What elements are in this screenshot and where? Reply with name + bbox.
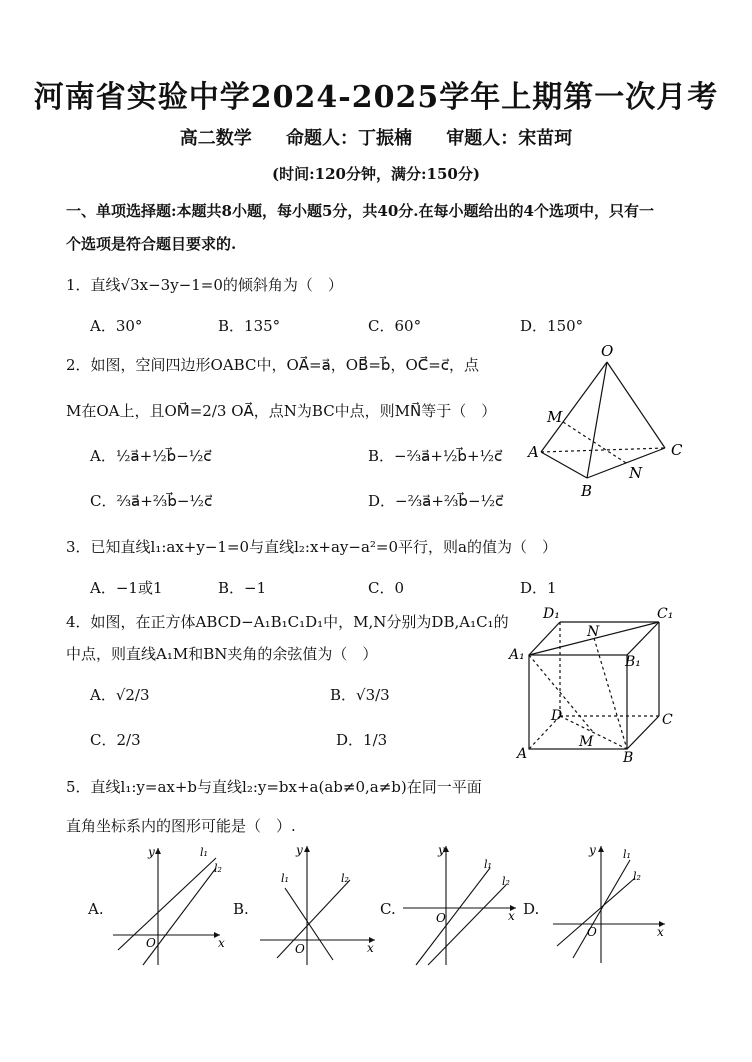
question-1: 1．直线√3x−3y−1=0的倾斜角为（ ） xyxy=(66,276,343,294)
label-c1: C₁ xyxy=(657,606,674,622)
exam-subtitle xyxy=(0,124,752,150)
question-4-line1: 4．如图，在正方体ABCD−A₁B₁C₁D₁中，M,N分别为DB,A₁C₁的 xyxy=(66,613,509,631)
label-a1: A₁ xyxy=(509,647,525,663)
q5-option-a: A. xyxy=(88,900,104,918)
label-b: B xyxy=(623,750,634,766)
axis-arrow-icon xyxy=(304,846,375,943)
section-heading-line1: 一、单项选择题:本题共8小题，每小题5分，共40分.在每小题给出的4个选项中，只有一 xyxy=(66,202,654,220)
label-a: A xyxy=(517,746,528,762)
q5-option-b: B. xyxy=(233,900,249,918)
y-axis-label: y xyxy=(438,843,445,857)
q1-option-c: C．60° xyxy=(368,317,422,335)
origin-label: O xyxy=(436,911,446,925)
question-2-line2: M在OA上，且OM⃗=2/3 OA⃗，点N为BC中点，则MN⃗等于（ ） xyxy=(66,402,497,420)
page-title: 河南省实验中学2024-2025学年上期第一次月考 xyxy=(33,80,719,115)
axis-arrow-icon xyxy=(598,846,665,927)
question-3: 3．已知直线l₁:ax+y−1=0与直线l₂:x+ay−a²=0平行，则a的值为（ ） xyxy=(66,538,557,556)
time-info: (时间:120分钟，满分:150分) xyxy=(272,165,480,183)
question-2-line1: 2．如图，空间四边形OABC中，OA⃗=a⃗，OB⃗=b⃗，OC⃗=c⃗，点 xyxy=(66,356,480,374)
q5-option-c: C. xyxy=(380,900,396,918)
q2-option-a: A．½a⃗+½b⃗−½c⃗ xyxy=(90,447,212,465)
label-m: M xyxy=(579,734,594,750)
q3-option-a: A．−1或1 xyxy=(90,579,163,597)
l2-label: l₂ xyxy=(633,870,641,883)
x-axis-label: x xyxy=(508,909,515,923)
q3-option-b: B．−1 xyxy=(218,579,267,597)
axis-arrow-icon xyxy=(155,848,220,938)
q5-graph-b xyxy=(255,840,380,970)
question-5-line1: 5．直线l₁:y=ax+b与直线l₂:y=bx+a(ab≠0,a≠b)在同一平面 xyxy=(66,778,482,796)
label-n: N xyxy=(629,464,643,482)
label-d: D xyxy=(551,708,563,724)
origin-label: O xyxy=(587,925,597,939)
label-o: O xyxy=(601,342,614,360)
label-c: C xyxy=(671,441,683,459)
q3-option-c: C．0 xyxy=(368,579,405,597)
q5-graph-d xyxy=(545,838,670,968)
q4-option-b: B．√3/3 xyxy=(330,686,390,704)
label-b1: B₁ xyxy=(625,654,641,670)
q4-option-d: D．1/3 xyxy=(336,731,388,749)
subject-label: 高二数学 xyxy=(179,128,252,149)
label-d1: D₁ xyxy=(543,606,560,622)
x-axis-label: x xyxy=(657,925,664,939)
label-c: C xyxy=(662,712,673,728)
y-axis-label: y xyxy=(296,843,303,857)
l1-label: l₁ xyxy=(623,848,631,861)
l1-label: l₁ xyxy=(200,846,208,859)
q5-graph-c xyxy=(398,840,523,970)
q4-option-c: C．2/3 xyxy=(90,731,141,749)
x-axis-label: x xyxy=(367,941,374,955)
l1-label: l₁ xyxy=(281,872,289,885)
label-m: M xyxy=(547,408,563,426)
q2-option-c: C．⅔a⃗+⅔b⃗−½c⃗ xyxy=(90,492,213,510)
origin-label: O xyxy=(295,942,305,956)
y-axis-label: y xyxy=(589,843,596,857)
x-axis-label: x xyxy=(218,936,225,950)
origin-label: O xyxy=(146,936,156,950)
l2-label: l₂ xyxy=(502,875,510,888)
question-5-line2: 直角坐标系内的图形可能是（ ）. xyxy=(66,817,296,835)
section-heading-line2: 个选项是符合题目要求的. xyxy=(66,235,237,253)
l1-label: l₁ xyxy=(484,858,492,871)
question-4-line2: 中点，则直线A₁M和BN夹角的余弦值为（ ） xyxy=(66,645,378,663)
label-b: B xyxy=(581,482,593,500)
y-axis-label: y xyxy=(148,845,155,859)
q4-option-a: A．√2/3 xyxy=(90,686,150,704)
q1-option-b: B．135° xyxy=(218,317,281,335)
q5-graph-a xyxy=(108,840,228,970)
q1-option-d: D．150° xyxy=(520,317,584,335)
author-label: 命题人：丁振楠 xyxy=(286,128,412,149)
l2-label: l₂ xyxy=(341,872,349,885)
q5-option-d: D. xyxy=(523,900,540,918)
q1-option-a: A．30° xyxy=(90,317,143,335)
l2-label: l₂ xyxy=(214,862,222,875)
cube-figure xyxy=(505,600,695,770)
q3-option-d: D．1 xyxy=(520,579,557,597)
q2-option-b: B．−⅔a⃗+½b⃗+½c⃗ xyxy=(368,447,503,465)
reviewer-label: 审题人：宋苗珂 xyxy=(446,128,573,149)
tetrahedron-figure xyxy=(525,340,695,505)
label-n: N xyxy=(587,624,600,640)
label-a: A xyxy=(528,443,539,461)
q2-option-d: D．−⅔a⃗+⅔b⃗−½c⃗ xyxy=(368,492,504,510)
